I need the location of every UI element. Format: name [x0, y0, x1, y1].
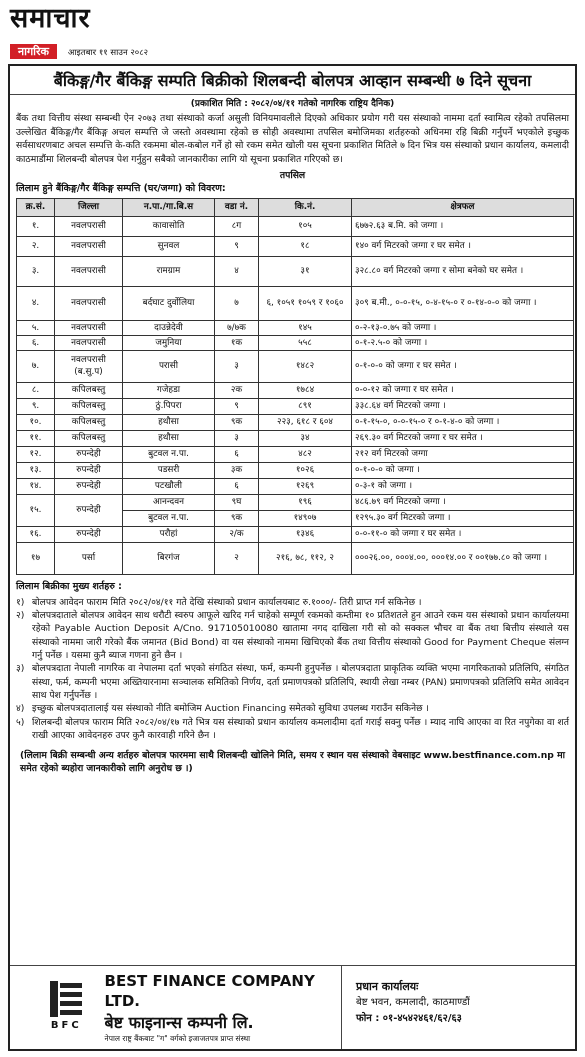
- table-row: [17, 382, 574, 398]
- cell-area: ०-२-१३-०.७५ को जग्गा ।: [352, 320, 574, 335]
- cell-kitta: १९६: [259, 494, 352, 510]
- condition-item: [10, 716, 575, 743]
- condition-text: बोलपत्र आवेदन फाराम मिति २०८२/०४/११ गते देखि संस्थाको प्रधान कार्यालयबाट रु.१०००/- तिरी प्राप्त गर्न सकिनेछ ।: [32, 596, 422, 608]
- conditions-list: [10, 596, 575, 743]
- cell-area: ०-१-०-० को जग्गा र घर समेत ।: [352, 350, 574, 382]
- condition-number: ५): [16, 716, 25, 728]
- notice-title: बैंकिङ्ग/गैर बैंकिङ्ग सम्पति बिक्रीको शिलबन्दी बोलपत्र आव्हान सम्बन्धी ७ दिने सूचना: [10, 66, 575, 95]
- condition-item: [10, 702, 575, 715]
- cell-sn: ३.: [17, 256, 55, 286]
- cell-sn: ११.: [17, 430, 55, 446]
- company-name-block: [105, 971, 341, 1045]
- cell-sn: १०.: [17, 414, 55, 430]
- cell-sn: १३.: [17, 462, 55, 478]
- condition-number: ३): [16, 663, 25, 675]
- cell-area: ३०९ ब.मी., ०-०-१५, ०-४-१५-० र ०-१४-०-० को जग्गा ।: [352, 286, 574, 320]
- table-row: [17, 526, 574, 542]
- table-header-row: [17, 198, 574, 216]
- cell-municipality: ठुं.पिपरा: [123, 398, 215, 414]
- cell-district: नवलपरासी: [55, 335, 123, 350]
- cell-ward: ९घ: [215, 494, 259, 510]
- condition-text: शिलबन्दी बोलपत्र फाराम मिति २०८२/०४/१७ गते भित्र यस संस्थाको प्रधान कार्यालय कमलादीमा दर्ता गराई सक्नु पर्नेछ । म्याद नाघि आएका वा रित नपुगेका वा शर्त राखी आएका आवेदनहरु उपर कुनै कारवाही गरिने छैन ।: [32, 716, 569, 742]
- cell-district: नवलपरासी (ब.सु.प): [55, 350, 123, 382]
- cell-kitta: ३१: [259, 256, 352, 286]
- cell-kitta: ६, १०५१ १०५९ र १०६०: [259, 286, 352, 320]
- cell-sn: ९.: [17, 398, 55, 414]
- cell-area: ०-१-०-० को जग्गा ।: [352, 462, 574, 478]
- cell-ward: ७/७क: [215, 320, 259, 335]
- table-row: [17, 216, 574, 236]
- condition-text: इच्छुक बोलपत्रदातालाई यस संस्थाको नीति बमोजिम Auction Financing समेतको सुविधा उपलब्ध गराउँन सकिनेछ ।: [32, 703, 429, 715]
- cell-ward: २क: [215, 382, 259, 398]
- table-row: [17, 256, 574, 286]
- notice-intro: बैंक तथा वित्तीय संस्था सम्बन्धी ऐन २०७३ तथा संस्थाको कर्जा असुली विनियमावलीले दिएको अधिकार प्रयोग गरी यस संस्थाको नाममा दर्ता स्वामित्व रहेको तपसिलमा उल्लेखित बैंकिङ्ग/गैर बैंकिङ्ग अचल सम्पत्ति जे जस्तो अवस्थामा रहेको छ सोही अवस्थामा तपसिल बमोजिमका शर्तहरुको अधिनमा रहि बिक्री गर्नुपर्ने भएकोले इच्छुक सर्वसाधरणबाट अचल सम्पत्ति के-कति रकममा बोल-कबोल गर्ने हो सो रकम समेत खोली यस सूचना प्रकाशित मितिले ७ दिन भित्र यस संस्थाको प्रधान कार्यालय, कमलादी काठमाडौंमा शिलबन्दी बोलपत्र पेश गर्नुहुन सबैको जानकारीका लागि यो सूचना प्रकाशित गरिएको छ।: [16, 113, 569, 165]
- cell-municipality: गजेहडा: [123, 382, 215, 398]
- conditions-note: (लिलाम बिक्री सम्बन्धी अन्य शर्तहरु बोलपत्र फारममा साथै शिलबन्दी खोलिने मिति, समय र स्थान यस संस्थाको वेबसाइट www.bestfinance.com.np मा समेत रहेको ब्यहोरा जानकारीको लागि अनुरोध छ ।): [20, 749, 565, 775]
- head-office-block: [342, 966, 575, 1049]
- cell-district: कपिलबस्तु: [55, 414, 123, 430]
- cell-ward: २/क: [215, 526, 259, 542]
- company-name-np: बेष्ट फाइनान्स कम्पनी लि.: [104, 1012, 254, 1032]
- condition-text: बोलपत्रदाताले बोलपत्र आवेदन साथ धरौटी स्वरुप आफूले खरिद गर्न चाहेको सम्पूर्ण रकमको कम्तीमा १० प्रतिशतले हुन आउने रकम यस संस्थाको प्रधान कार्यालयमा रहेको Payable Auction Deposit A/Cno. 917105010080 खातामा नगद दाखिला गरी सो को सक्कल भौचर वा बैंक तथा बित्तीय संस्थाले यस संस्थाको नाममा जारी गरेको बैंक जमानत (Bid Bond) वा यस संस्थाको नाममा खिचिएको बैंक तथा वित्तीय संस्थाको Good for Payment Cheque संलग्न गर्नु पर्नेछ । यसमा कुनै ब्याज गणना हुने छैन ।: [32, 610, 569, 662]
- cell-municipality: पटखौली: [123, 478, 215, 494]
- logo-stripes-icon: [44, 979, 88, 1019]
- cell-ward: ९: [215, 398, 259, 414]
- company-logo: [38, 979, 95, 1037]
- cell-ward: ७: [215, 286, 259, 320]
- cell-area: ०-१-१५-०, ०-०-१५-० र ०-१-४-० को जग्गा ।: [352, 414, 574, 430]
- cell-sn: ६.: [17, 335, 55, 350]
- cell-kitta: ३४: [259, 430, 352, 446]
- condition-number: ४): [16, 703, 25, 715]
- cell-sn: १.: [17, 216, 55, 236]
- cell-municipality: सुनवल: [123, 236, 215, 256]
- cell-area: १४० वर्ग मिटरको जग्गा र घर समेत ।: [352, 236, 574, 256]
- table-title: लिलाम हुने बैंकिङ्ग/गैर बैंकिङ्ग सम्पत्ति (घर/जग्गा) को विवरण:: [16, 182, 226, 194]
- auction-notice: [8, 64, 577, 1051]
- col-header-kitta: कि.नं.: [259, 198, 352, 216]
- cell-district: कपिलबस्तु: [55, 382, 123, 398]
- cell-area: ६७७२.६३ ब.मि. को जग्गा ।: [352, 216, 574, 236]
- cell-area: ०-३-१ को जग्गा ।: [352, 478, 574, 494]
- cell-ward: ४: [215, 256, 259, 286]
- cell-district: रुपन्देही: [55, 462, 123, 478]
- cell-kitta: १३४६: [259, 526, 352, 542]
- cell-sn: ४.: [17, 286, 55, 320]
- col-header-area: क्षेत्रफल: [352, 198, 574, 216]
- col-header-ward: वडा नं.: [215, 198, 259, 216]
- cell-district: रुपन्देही: [55, 526, 123, 542]
- company-logo-block: [10, 966, 342, 1049]
- condition-item: [10, 596, 575, 609]
- condition-number: २): [16, 610, 25, 622]
- cell-district: कपिलबस्तु: [55, 398, 123, 414]
- cell-district: नवलपरासी: [55, 320, 123, 335]
- cell-area: २६९.३० वर्ग मिटरको जग्गा र घर समेत ।: [352, 430, 574, 446]
- conditions-title: लिलाम बिक्रीका मुख्य शर्तहरु :: [16, 580, 122, 592]
- cell-district: कपिलबस्तु: [55, 430, 123, 446]
- table-row: [17, 542, 574, 574]
- cell-area: ४८६.७९ वर्ग मिटरको जग्गा ।: [352, 494, 574, 510]
- col-header-district: जिल्ला: [55, 198, 123, 216]
- cell-kitta: १८: [259, 236, 352, 256]
- cell-ward: ६: [215, 478, 259, 494]
- col-header-municipality: न.पा./गा.बि.स: [123, 198, 215, 216]
- cell-area: २१२ वर्ग मिटरको जग्गा: [352, 446, 574, 462]
- cell-kitta: ५५८: [259, 335, 352, 350]
- office-heading: प्रधान कार्यालयः: [356, 980, 419, 993]
- cell-municipality: परौहां: [123, 526, 215, 542]
- table-row: [17, 350, 574, 382]
- cell-ward: ३: [215, 350, 259, 382]
- cell-municipality: बुटवल न.पा.: [123, 446, 215, 462]
- cell-municipality: पडसरी: [123, 462, 215, 478]
- cell-district: रुपन्देही: [55, 494, 123, 526]
- table-row: [17, 430, 574, 446]
- cell-kitta: १०५: [259, 216, 352, 236]
- cell-municipality: दाउन्नेदेवी: [123, 320, 215, 335]
- table-row: [17, 398, 574, 414]
- cell-ward: ३: [215, 430, 259, 446]
- cell-ward: ८ग: [215, 216, 259, 236]
- col-header-sn: क्र.सं.: [17, 198, 55, 216]
- company-name-en: BEST FINANCE COMPANY LTD.: [104, 971, 315, 1011]
- cell-ward: ९क: [215, 414, 259, 430]
- cell-kitta: १४९०७: [259, 510, 352, 526]
- newspaper-brand: नागरिक: [10, 44, 57, 59]
- cell-kitta: १४८२: [259, 350, 352, 382]
- cell-ward: १क: [215, 335, 259, 350]
- cell-kitta: १०२६: [259, 462, 352, 478]
- office-address: बेष्ट भवन, कमलादी, काठमाण्डौं: [356, 997, 470, 1009]
- table-row: [17, 286, 574, 320]
- cell-municipality: आनन्दवन: [123, 494, 215, 510]
- cell-sn: ८.: [17, 382, 55, 398]
- cell-sn: १४.: [17, 478, 55, 494]
- cell-ward: ३क: [215, 462, 259, 478]
- company-tagline: नेपाल राष्ट्र बैंकबाट "ग" वर्गको इजाजतपत्र प्राप्त संस्था: [104, 1034, 251, 1044]
- cell-kitta: १२६९: [259, 478, 352, 494]
- condition-item: [10, 662, 575, 702]
- masthead-bar: [10, 44, 148, 60]
- cell-ward: ६: [215, 446, 259, 462]
- cell-kitta: २१६, ७८, ११२, २: [259, 542, 352, 574]
- cell-municipality: परासी: [123, 350, 215, 382]
- cell-sn: ७.: [17, 350, 55, 382]
- cell-district: पर्सा: [55, 542, 123, 574]
- cell-municipality: रामग्राम: [123, 256, 215, 286]
- cell-district: रुपन्देही: [55, 446, 123, 462]
- table-row: [17, 236, 574, 256]
- cell-sn: २.: [17, 236, 55, 256]
- cell-district: नवलपरासी: [55, 216, 123, 236]
- table-row: [17, 335, 574, 350]
- cell-area: ०००२६.००, ०००४.००, ०००१४.०० र ००१७७.८० को जग्गा ।: [352, 542, 574, 574]
- footer: [10, 965, 575, 1049]
- cell-kitta: १७८४: [259, 382, 352, 398]
- masthead: [8, 0, 577, 58]
- cell-municipality: जमुनिया: [123, 335, 215, 350]
- condition-item: [10, 609, 575, 662]
- table-row: [17, 414, 574, 430]
- cell-municipality: हथौसा: [123, 414, 215, 430]
- condition-text: बोलपत्रदाता नेपाली नागरिक वा नेपालमा दर्ता भएको संगठित संस्था, फर्म, कम्पनी हुनुपर्नेछ । बोलपत्रदाता प्राकृतिक व्यक्ति भएमा नागरिकताको प्रतिलिपि, संगठित संस्था, फर्म, कम्पनी भएमा अख्तियारनामा सञ्चालक समितिको निर्णय, दर्ता प्रमाणपत्रको प्रतिलिपि, स्थायी लेखा नम्बर (PAN) प्रमाणपत्रको प्रतिलिपि समेत आवेदन साथ पेश गर्नुपर्नेछ ।: [32, 663, 569, 702]
- table-body: [17, 216, 574, 574]
- cell-district: नवलपरासी: [55, 256, 123, 286]
- cell-sn: १७: [17, 542, 55, 574]
- cell-municipality: बिरगंज: [123, 542, 215, 574]
- cell-municipality: बुटवल न.पा.: [123, 510, 215, 526]
- cell-municipality: हथौसा: [123, 430, 215, 446]
- cell-sn: १२.: [17, 446, 55, 462]
- cell-area: ३२८.८० वर्ग मिटरको जग्गा र सोमा बनेको घर समेत ।: [352, 256, 574, 286]
- logo-text: BFC: [50, 1019, 82, 1031]
- cell-district: नवलपरासी: [55, 286, 123, 320]
- table-row: [17, 478, 574, 494]
- table-row: [17, 462, 574, 478]
- cell-kitta: ४८२: [259, 446, 352, 462]
- cell-ward: ९क: [215, 510, 259, 526]
- issue-date: आइतबार ११ साउन २०८२: [67, 48, 149, 58]
- cell-area: ०-०-१२ को जग्गा र घर समेत ।: [352, 382, 574, 398]
- property-table: [16, 198, 574, 575]
- cell-kitta: १४५: [259, 320, 352, 335]
- cell-sn: १६.: [17, 526, 55, 542]
- cell-ward: ९: [215, 236, 259, 256]
- cell-district: रुपन्देही: [55, 478, 123, 494]
- cell-area: ०-०-११-० को जग्गा र घर समेत ।: [352, 526, 574, 542]
- cell-sn: १५.: [17, 494, 55, 526]
- cell-municipality: बर्दघाट दुर्वोलिया: [123, 286, 215, 320]
- cell-area: ३३८.६४ वर्ग मिटरको जग्गा ।: [352, 398, 574, 414]
- publication-date: (प्रकाशित मिति : २०८२/०४/११ गतेको नागरिक राष्ट्रिय दैनिक): [190, 99, 395, 110]
- cell-kitta: ८९१: [259, 398, 352, 414]
- cell-ward: २: [215, 542, 259, 574]
- cell-area: १२९५.३० वर्ग मिटरको जग्गा ।: [352, 510, 574, 526]
- cell-area: ०-१-२.५-० को जग्गा ।: [352, 335, 574, 350]
- table-row: [17, 494, 574, 510]
- table-row: [17, 446, 574, 462]
- condition-number: १): [16, 596, 25, 608]
- table-row: [17, 320, 574, 335]
- cell-district: नवलपरासी: [55, 236, 123, 256]
- tapsil-label: तपसिल: [279, 169, 306, 181]
- section-title: समाचार: [10, 3, 91, 34]
- cell-sn: ५.: [17, 320, 55, 335]
- cell-municipality: कावासोति: [123, 216, 215, 236]
- office-phone: फोन : ०१-४५४२४६१/६२/६३: [356, 1012, 462, 1024]
- cell-kitta: २२३, ६१८ र ६०४: [259, 414, 352, 430]
